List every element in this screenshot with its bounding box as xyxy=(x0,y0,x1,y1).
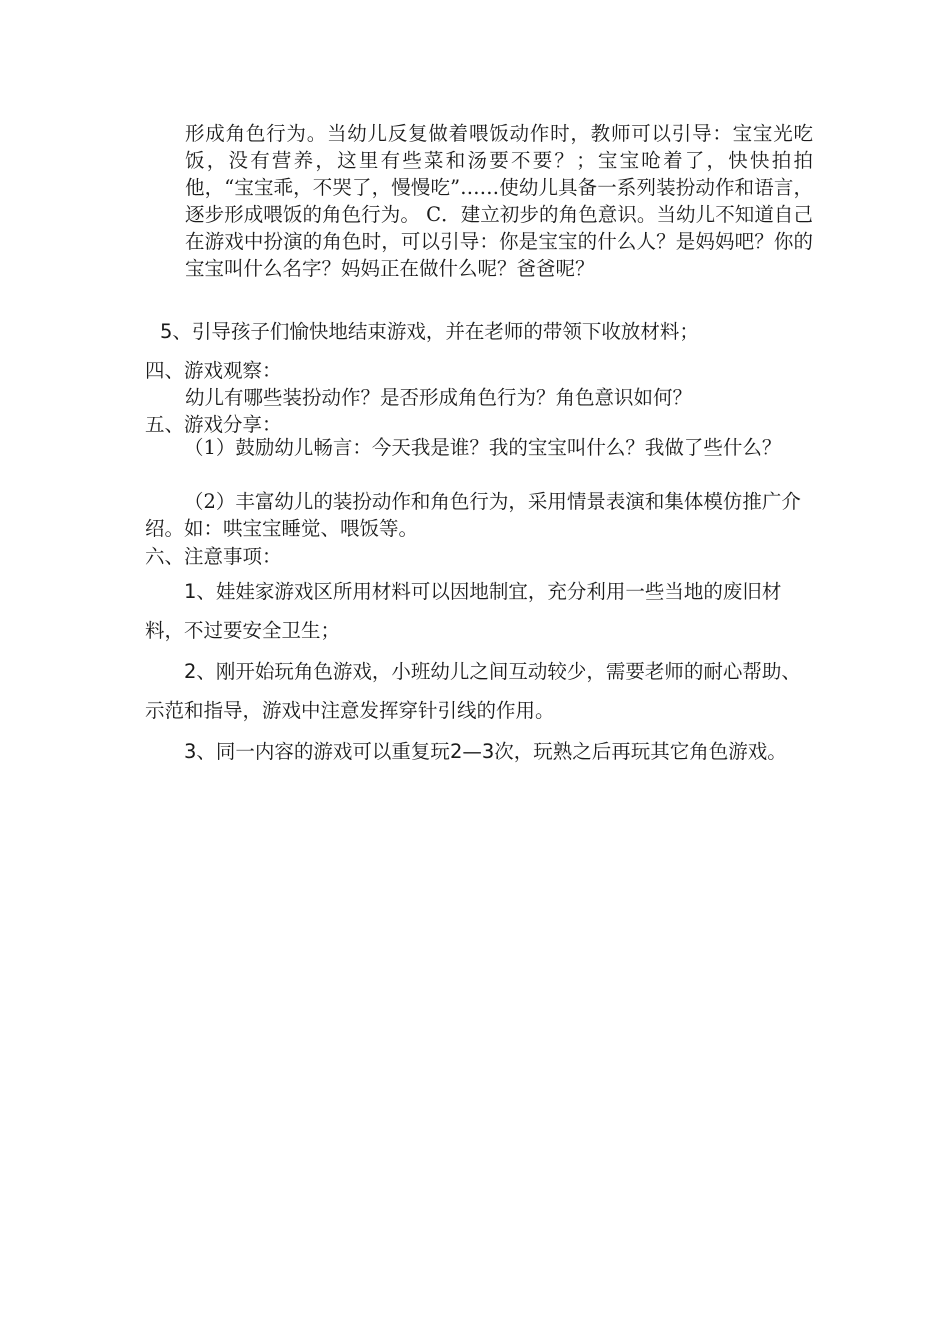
section6-heading: 六、注意事项： xyxy=(145,545,282,568)
item3-text-post: 次，玩熟之后再玩其它角色游戏。 xyxy=(494,740,787,763)
item1-text: 、娃娃家游戏区所用材料可以因地制宜，充分利用一些当地的废旧材料，不过要安全卫生； xyxy=(145,580,782,642)
section4-heading: 四、游戏观察： xyxy=(145,359,282,382)
item5-number: 5 xyxy=(160,320,173,343)
item3-number: 3 xyxy=(184,740,197,763)
item2-number: 2 xyxy=(184,660,197,683)
section5-heading: 五、游戏分享： xyxy=(145,413,282,436)
item3-range: 2—3 xyxy=(449,740,495,763)
section5-item1: （1）鼓励幼儿畅言：今天我是谁？我的宝宝叫什么？我做了些什么？ xyxy=(184,436,782,459)
item1-number: 1 xyxy=(184,580,197,603)
item5-text: 、引导孩子们愉快地结束游戏，并在老师的带领下收放材料； xyxy=(172,320,699,343)
section3-item5 xyxy=(160,316,699,344)
item4-paragraph: 形成角色行为。当幼儿反复做着喂饭动作时，教师可以引导：宝宝光吃饭，没有营养，这里有些菜和汤要不要？；宝宝呛着了，快快拍拍他，“宝宝乖，不哭了，慢慢吃”……使幼儿具备一系列装扮动作和语言，逐步形成喂饭的角色行为。 C．建立初步的角色意识。当幼儿不知道自己在游戏中扮演的角色时，可以引导：你是宝宝的什么人？是妈妈吧？你的宝宝叫什么名字？妈妈正在做什么呢？爸爸呢？ xyxy=(185,122,813,280)
item3-text-pre: 、同一内容的游戏可以重复玩 xyxy=(196,740,450,763)
item2-text: 、刚开始玩角色游戏，小班幼儿之间互动较少，需要老师的耐心帮助、示范和指导，游戏中注意发挥穿针引线的作用。 xyxy=(145,660,801,722)
section6-item3 xyxy=(145,732,810,771)
section4-text: 幼儿有哪些装扮动作？是否形成角色行为？角色意识如何？ xyxy=(185,386,693,409)
section6-item2 xyxy=(145,652,810,730)
section3-item4-continued xyxy=(185,120,813,282)
section5-item2: （2）丰富幼儿的装扮动作和角色行为，采用情景表演和集体模仿推广介绍。如：哄宝宝睡觉、喂饭等。 xyxy=(145,490,801,540)
section6-item1 xyxy=(145,572,810,650)
